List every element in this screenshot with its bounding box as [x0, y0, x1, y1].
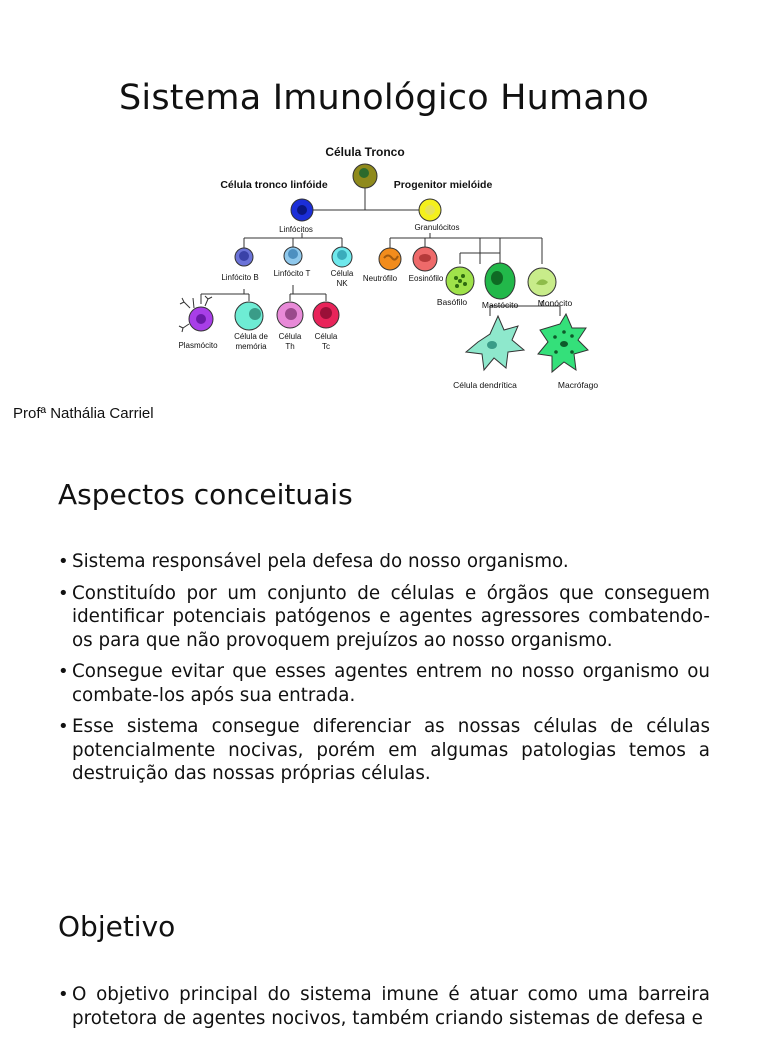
tc-cell-icon: [313, 302, 339, 328]
list-item: [58, 983, 710, 1030]
tc-cell-label-line2: Tc: [322, 342, 330, 351]
basophil-label: Basófilo: [436, 297, 468, 307]
author-credit: Profª Nathália Carriel: [13, 405, 154, 422]
immune-cell-lineage-diagram: [160, 138, 620, 400]
th-cell-label-line2: Th: [285, 342, 295, 351]
stem-cell-label: Célula Tronco: [325, 145, 405, 159]
section-title-objective: Objetivo: [58, 910, 176, 943]
section-title-aspects: Aspectos conceituais: [58, 478, 353, 511]
mast-cell-label: Mastócito: [481, 300, 519, 310]
bullet-text: Constituído por um conjunto de células e órgãos que conseguem identificar potenciais patógenos e agentes agressores combatendo-os para que não provoquem prejuízos ao nosso organismo.: [72, 582, 710, 651]
bullet-icon: •: [58, 582, 69, 604]
th-cell-icon: [277, 302, 303, 328]
b-cell-label: Linfócito B: [221, 273, 259, 282]
aspects-bullet-list: [58, 550, 710, 794]
neutrophil-icon: [379, 248, 401, 270]
nk-cell-icon: [332, 247, 352, 267]
monocyte-label: Monócito: [537, 298, 573, 308]
monocyte-icon: [528, 268, 556, 296]
bullet-text: Sistema responsável pela defesa do nosso organismo.: [72, 551, 569, 572]
bullet-icon: •: [58, 716, 69, 737]
granulocytes-label: Granulócitos: [414, 223, 460, 232]
nk-cell-label-line1: Célula: [330, 269, 354, 278]
memory-cell-label-line2: memória: [235, 342, 267, 351]
dendritic-cell-icon: [466, 316, 524, 370]
mast-cell-icon: [485, 263, 515, 299]
bullet-text: Esse sistema consegue diferenciar as nossas células de células potencialmente nocivas, porém em algumas patologias temos a destruição das nossas próprias células.: [72, 716, 710, 784]
t-cell-icon: [284, 247, 302, 265]
macrophage-icon: [538, 314, 588, 372]
neutrophil-label: Neutrófilo: [362, 274, 398, 283]
page-title: Sistema Imunológico Humano: [119, 78, 649, 118]
lymphoid-cell-icon: [291, 199, 313, 221]
stem-cell-icon: [353, 164, 377, 188]
myeloid-cell-icon: [419, 199, 441, 221]
th-cell-label-line1: Célula: [278, 332, 302, 341]
macrophage-label: Macrófago: [557, 380, 599, 390]
memory-cell-label-line1: Célula de: [234, 332, 268, 341]
dendritic-cell-label: Célula dendrítica: [453, 380, 517, 390]
bullet-text: O objetivo principal do sistema imune é atuar como uma barreira protetora de agentes nocivos, também criando sistemas de defesa e: [72, 984, 710, 1029]
myeloid-label: Progenitor mielóide: [393, 179, 493, 191]
list-item: [58, 715, 710, 786]
list-item: [58, 582, 710, 653]
eosinophil-label: Eosinófilo: [408, 274, 444, 283]
bullet-icon: •: [58, 551, 69, 572]
list-item: [58, 550, 710, 574]
bullet-icon: •: [58, 661, 69, 682]
bullet-text: Consegue evitar que esses agentes entrem no nosso organismo ou combate-los após sua entrada.: [72, 661, 710, 706]
memory-cell-icon: [235, 302, 263, 330]
t-cell-label: Linfócito T: [273, 269, 311, 278]
plasma-cell-icon: [179, 296, 213, 332]
b-cell-icon: [235, 248, 253, 266]
objective-bullet-list: [58, 983, 710, 1038]
list-item: [58, 660, 710, 707]
nk-cell-label-line2: NK: [336, 279, 348, 288]
lymphoid-label: Célula tronco linfóide: [220, 179, 328, 191]
tc-cell-label-line1: Célula: [314, 332, 338, 341]
bullet-icon: •: [58, 984, 69, 1005]
eosinophil-icon: [413, 247, 437, 271]
basophil-icon: [446, 267, 474, 295]
plasma-cell-label: Plasmócito: [178, 341, 218, 350]
lymphocytes-label: Linfócitos: [279, 225, 313, 234]
